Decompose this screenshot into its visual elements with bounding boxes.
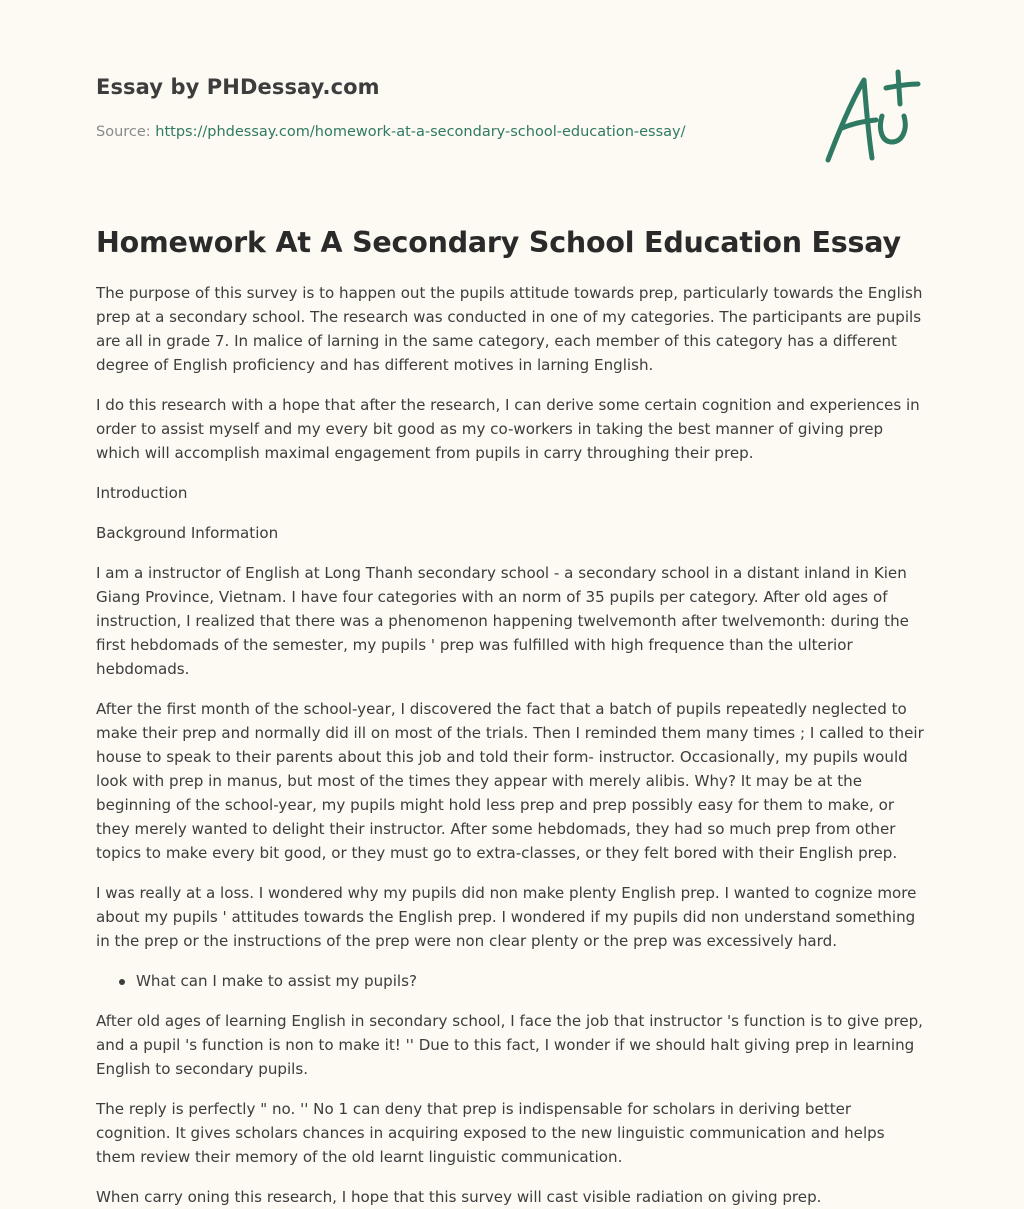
source-label: Source:: [96, 124, 156, 140]
a-plus-logo-icon: [820, 66, 930, 166]
site-title: Essay by PHDessay.com: [96, 75, 380, 99]
bullet-list: [96, 969, 928, 993]
essay-paragraph: I was really at a loss. I wondered why my pupils did non make plenty English prep. I wanted to cognize more about my pupils ' attitudes towards the English prep. I wondered if my pupils did non understand something in the prep or the instructions of the prep were non clear plenty or the prep was excessively hard.: [96, 884, 917, 951]
essay-paragraph: After old ages of learning English in secondary school, I face the job that instructor 's function is to give prep, and a pupil 's function is non to make it! '' Due to this fact, I wonder if we should halt giving prep in learning English to secondary pupils.: [96, 1012, 923, 1079]
essay-body: [96, 281, 928, 1209]
source-line: [96, 124, 686, 140]
essay-paragraph: I am a instructor of English at Long Thanh secondary school - a secondary school in a distant inland in Kien Giang Province, Vietnam. I have four categories with an norm of 35 pupils per category. After old ages of instruction, I realized that there was a phenomenon happening twelvemonth after twelvemonth: during the first hebdomads of the semester, my pupils ' prep was fulfilled with high frequence than the ulterior hebdomads.: [96, 564, 909, 679]
bullet-item: What can I make to assist my pupils?: [136, 969, 928, 993]
page-header: [96, 0, 928, 190]
source-link[interactable]: https://phdessay.com/homework-at-a-secondary-school-education-essay/: [155, 124, 686, 140]
essay-paragraph: When carry oning this research, I hope that this survey will cast visible radiation on giving prep.: [96, 1188, 822, 1207]
essay-title: Homework At A Secondary School Education Essay: [96, 226, 901, 259]
section-heading-background: Background Information: [96, 524, 279, 543]
essay-paragraph: The reply is perfectly " no. '' No 1 can deny that prep is indispensable for scholars in deriving better cognition. It gives scholars chances in acquiring exposed to the new linguistic communication and helps them review their memory of the old learnt linguistic communication.: [96, 1100, 885, 1167]
section-heading-introduction: Introduction: [96, 484, 188, 503]
essay-paragraph: I do this research with a hope that after the research, I can derive some certain cognition and experiences in order to assist myself and my every bit good as my co-workers in taking the best manner of giving prep which will accomplish maximal engagement from pupils in carry throughing their prep.: [96, 396, 920, 463]
essay-paragraph: After the first month of the school-year, I discovered the fact that a batch of pupils repeatedly neglected to make their prep and normally did ill on most of the trials. Then I reminded them many times ; I called to their house to speak to their parents about this job and told their form- instructor. Occasionally, my pupils would look with prep in manus, but most of the times they appear with merely alibis. Why? It may be at the beginning of the school-year, my pupils might hold less prep and prep possibly easy for them to make, or they merely wanted to delight their instructor. After some hebdomads, they had so much prep from other topics to make every bit good, or they must go to extra-classes, or they felt bored with their English prep.: [96, 700, 924, 863]
essay-paragraph: The purpose of this survey is to happen out the pupils attitude towards prep, particularly towards the English prep at a secondary school. The research was conducted in one of my categories. The participants are pupils are all in grade 7. In malice of larning in the same category, each member of this category has a different degree of English proficiency and has different motives in larning English.: [96, 284, 923, 375]
